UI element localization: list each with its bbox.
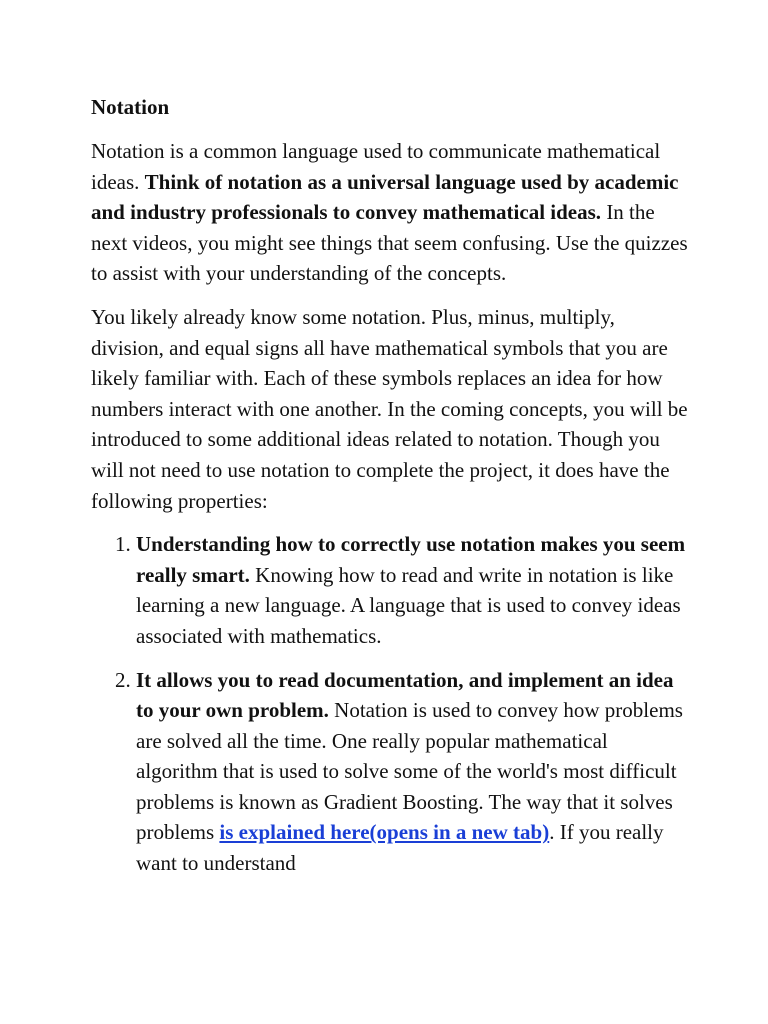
list-item-text: Knowing how to read and write in notation is like learning a new language. A language that is used to convey ideas associated with mathematics. xyxy=(136,562,681,648)
list-item xyxy=(136,529,691,651)
intro-text: Notation is a common language used to communicate mathematical ideas. xyxy=(91,139,661,194)
intro-bold-text: Think of notation as a universal language used by academic and industry professionals to convey mathematical ideas. xyxy=(91,169,679,225)
list-item-trailing-text: . If you really want to understand xyxy=(136,820,664,876)
list-item xyxy=(136,665,691,879)
properties-list xyxy=(91,529,691,879)
intro-rest-text: In the next videos, you might see things that seem confusing. Use the quizzes to assist with your understanding of the concepts. xyxy=(91,200,688,286)
intro-paragraph xyxy=(91,136,691,289)
list-item-text: Notation is used to convey how problems are solved all the time. One really popular mathematical algorithm that is used to solve some of the world's most difficult problems is known as Gradient Boosting. The way that it solves problems xyxy=(136,698,683,845)
document-page xyxy=(91,91,691,892)
notation-paragraph: You likely already know some notation. Plus, minus, multiply, division, and equal signs all have mathematical symbols that you are likely familiar with. Each of these symbols replaces an idea for how numbers interact with one another. In the coming concepts, you will be introduced to some additional ideas related to notation. Though you will not need to use notation to complete the project, it does have the following properties: xyxy=(91,304,688,513)
gradient-boosting-link[interactable]: is explained here(opens in a new tab) xyxy=(219,820,550,845)
list-item-bold-text: Understanding how to correctly use notation makes you seem really smart. xyxy=(136,532,686,587)
list-item-bold-text: It allows you to read documentation, and implement an idea to your own problem. xyxy=(136,667,674,723)
section-heading: Notation xyxy=(91,95,170,119)
